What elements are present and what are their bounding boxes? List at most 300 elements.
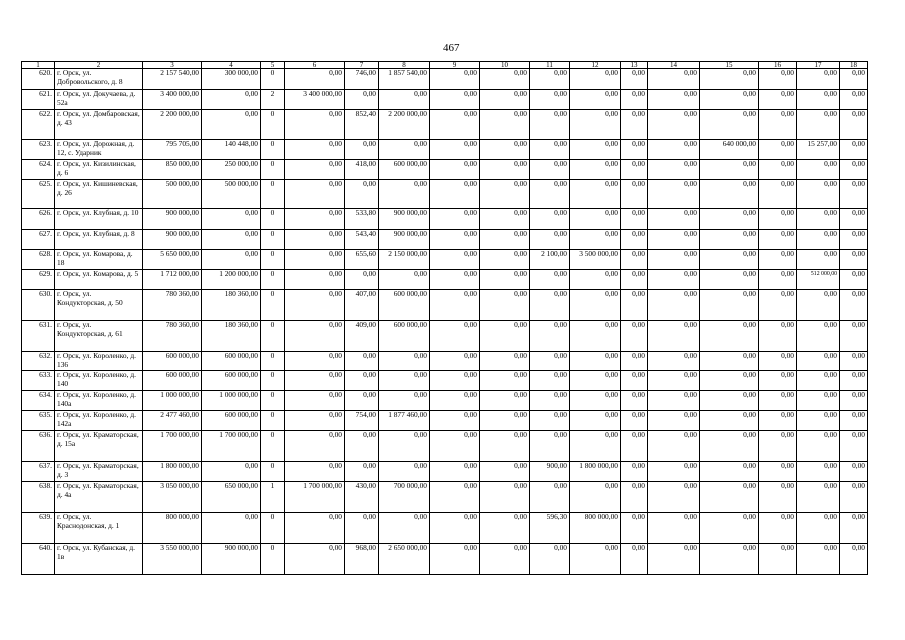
value-cell: 0,00 bbox=[840, 209, 868, 230]
value-cell: 1 700 000,00 bbox=[285, 482, 345, 513]
value-cell: 0,00 bbox=[797, 411, 840, 431]
value-cell: 0,00 bbox=[797, 250, 840, 270]
value-cell: 3 550 000,00 bbox=[143, 544, 202, 575]
value-cell: 1 bbox=[261, 482, 285, 513]
value-cell: 0,00 bbox=[797, 462, 840, 482]
value-cell: 0,00 bbox=[700, 431, 759, 462]
value-cell: 0,00 bbox=[797, 352, 840, 371]
value-cell: 0,00 bbox=[759, 431, 797, 462]
value-cell: 0,00 bbox=[700, 391, 759, 411]
value-cell: 0,00 bbox=[480, 462, 530, 482]
value-cell: 0,00 bbox=[480, 321, 530, 352]
value-cell: 0,00 bbox=[379, 513, 430, 544]
table-row bbox=[22, 90, 868, 110]
value-cell: 0,00 bbox=[797, 209, 840, 230]
value-cell: 533,80 bbox=[345, 209, 379, 230]
value-cell: 0,00 bbox=[840, 69, 868, 90]
column-number: 13 bbox=[621, 62, 648, 69]
column-number: 10 bbox=[480, 62, 530, 69]
value-cell: 0,00 bbox=[570, 209, 621, 230]
value-cell: 0,00 bbox=[648, 230, 700, 250]
value-cell: 2 200 000,00 bbox=[143, 110, 202, 140]
column-number: 11 bbox=[530, 62, 570, 69]
value-cell: 0,00 bbox=[430, 230, 480, 250]
value-cell: 0,00 bbox=[480, 209, 530, 230]
value-cell: 2 100,00 bbox=[530, 250, 570, 270]
value-cell: 0 bbox=[261, 160, 285, 180]
value-cell: 0,00 bbox=[570, 270, 621, 290]
value-cell: 0,00 bbox=[430, 513, 480, 544]
row-index: 635. bbox=[22, 411, 55, 431]
value-cell: 0,00 bbox=[530, 230, 570, 250]
row-index: 637. bbox=[22, 462, 55, 482]
address-cell: г. Орск, ул. Кубанская, д. 1в bbox=[55, 544, 143, 575]
value-cell: 0,00 bbox=[285, 140, 345, 160]
value-cell: 0,00 bbox=[480, 90, 530, 110]
value-cell: 0,00 bbox=[797, 431, 840, 462]
value-cell: 180 360,00 bbox=[202, 321, 261, 352]
value-cell: 0,00 bbox=[840, 371, 868, 391]
table-row bbox=[22, 352, 868, 371]
value-cell: 850 000,00 bbox=[143, 160, 202, 180]
value-cell: 0,00 bbox=[648, 371, 700, 391]
value-cell: 0,00 bbox=[530, 544, 570, 575]
value-cell: 0,00 bbox=[530, 209, 570, 230]
value-cell: 0,00 bbox=[759, 321, 797, 352]
value-cell: 0,00 bbox=[430, 544, 480, 575]
table-row bbox=[22, 290, 868, 321]
table-row bbox=[22, 209, 868, 230]
value-cell: 418,00 bbox=[345, 160, 379, 180]
value-cell: 0,00 bbox=[430, 270, 480, 290]
column-number: 1 bbox=[22, 62, 55, 69]
value-cell: 0,00 bbox=[621, 140, 648, 160]
column-number: 2 bbox=[55, 62, 143, 69]
value-cell: 0,00 bbox=[621, 69, 648, 90]
value-cell: 0,00 bbox=[700, 290, 759, 321]
value-cell: 0,00 bbox=[759, 352, 797, 371]
value-cell: 0,00 bbox=[430, 431, 480, 462]
row-index: 627. bbox=[22, 230, 55, 250]
table-row bbox=[22, 544, 868, 575]
value-cell: 0,00 bbox=[759, 462, 797, 482]
value-cell: 0,00 bbox=[648, 352, 700, 371]
value-cell: 0,00 bbox=[700, 371, 759, 391]
value-cell: 0,00 bbox=[430, 160, 480, 180]
value-cell: 0,00 bbox=[285, 230, 345, 250]
value-cell: 0,00 bbox=[648, 110, 700, 140]
value-cell: 0,00 bbox=[530, 352, 570, 371]
table-row bbox=[22, 482, 868, 513]
value-cell: 1 700 000,00 bbox=[143, 431, 202, 462]
value-cell: 0 bbox=[261, 371, 285, 391]
column-number: 5 bbox=[261, 62, 285, 69]
value-cell: 0,00 bbox=[285, 110, 345, 140]
value-cell: 0,00 bbox=[648, 411, 700, 431]
value-cell: 0,00 bbox=[480, 69, 530, 90]
value-cell: 0,00 bbox=[285, 321, 345, 352]
value-cell: 0,00 bbox=[202, 90, 261, 110]
value-cell: 0,00 bbox=[621, 431, 648, 462]
value-cell: 0,00 bbox=[621, 513, 648, 544]
value-cell: 0,00 bbox=[840, 431, 868, 462]
address-cell: г. Орск, ул. Краснодонская, д. 1 bbox=[55, 513, 143, 544]
value-cell: 0,00 bbox=[202, 209, 261, 230]
value-cell: 0,00 bbox=[345, 371, 379, 391]
value-cell: 0,00 bbox=[840, 411, 868, 431]
row-index: 623. bbox=[22, 140, 55, 160]
value-cell: 0,00 bbox=[202, 230, 261, 250]
address-cell: г. Орск, ул. Короленко, д. 142а bbox=[55, 411, 143, 431]
value-cell: 0,00 bbox=[840, 482, 868, 513]
value-cell: 0,00 bbox=[700, 352, 759, 371]
value-cell: 0,00 bbox=[570, 180, 621, 209]
value-cell: 0,00 bbox=[759, 250, 797, 270]
column-number: 9 bbox=[430, 62, 480, 69]
value-cell: 1 877 460,00 bbox=[379, 411, 430, 431]
value-cell: 0,00 bbox=[570, 230, 621, 250]
value-cell: 3 400 000,00 bbox=[285, 90, 345, 110]
value-cell: 0,00 bbox=[530, 431, 570, 462]
column-number: 18 bbox=[840, 62, 868, 69]
row-index: 621. bbox=[22, 90, 55, 110]
column-number: 17 bbox=[797, 62, 840, 69]
address-cell: г. Орск, ул. Короленко, д. 140 bbox=[55, 371, 143, 391]
value-cell: 600 000,00 bbox=[379, 290, 430, 321]
value-cell: 0,00 bbox=[797, 290, 840, 321]
value-cell: 0,00 bbox=[570, 352, 621, 371]
value-cell: 250 000,00 bbox=[202, 160, 261, 180]
value-cell: 0,00 bbox=[759, 391, 797, 411]
value-cell: 0,00 bbox=[570, 110, 621, 140]
value-cell: 0,00 bbox=[840, 270, 868, 290]
value-cell: 512 000,00 bbox=[797, 270, 840, 290]
value-cell: 650 000,00 bbox=[202, 482, 261, 513]
value-cell: 0,00 bbox=[700, 110, 759, 140]
value-cell: 0,00 bbox=[530, 270, 570, 290]
address-cell: г. Орск, ул. Кондукторская, д. 61 bbox=[55, 321, 143, 352]
value-cell: 0,00 bbox=[480, 160, 530, 180]
row-index: 636. bbox=[22, 431, 55, 462]
value-cell: 900 000,00 bbox=[143, 209, 202, 230]
value-cell: 0,00 bbox=[379, 140, 430, 160]
value-cell: 0,00 bbox=[570, 391, 621, 411]
value-cell: 0 bbox=[261, 544, 285, 575]
value-cell: 0,00 bbox=[700, 482, 759, 513]
value-cell: 0 bbox=[261, 69, 285, 90]
value-cell: 0,00 bbox=[621, 209, 648, 230]
value-cell: 407,00 bbox=[345, 290, 379, 321]
value-cell: 0,00 bbox=[480, 371, 530, 391]
value-cell: 655,60 bbox=[345, 250, 379, 270]
value-cell: 0,00 bbox=[430, 321, 480, 352]
value-cell: 900 000,00 bbox=[379, 209, 430, 230]
table-row bbox=[22, 371, 868, 391]
value-cell: 500 000,00 bbox=[202, 180, 261, 209]
address-cell: г. Орск, ул. Краматорская, д. 15а bbox=[55, 431, 143, 462]
value-cell: 0,00 bbox=[648, 462, 700, 482]
row-index: 640. bbox=[22, 544, 55, 575]
value-cell: 0,00 bbox=[648, 290, 700, 321]
value-cell: 0,00 bbox=[648, 544, 700, 575]
table-row bbox=[22, 391, 868, 411]
value-cell: 0,00 bbox=[570, 411, 621, 431]
value-cell: 0,00 bbox=[379, 431, 430, 462]
value-cell: 0,00 bbox=[621, 290, 648, 321]
value-cell: 0,00 bbox=[621, 230, 648, 250]
value-cell: 0,00 bbox=[480, 290, 530, 321]
value-cell: 800 000,00 bbox=[143, 513, 202, 544]
value-cell: 1 700 000,00 bbox=[202, 431, 261, 462]
value-cell: 0,00 bbox=[530, 411, 570, 431]
value-cell: 0,00 bbox=[648, 180, 700, 209]
value-cell: 300 000,00 bbox=[202, 69, 261, 90]
value-cell: 0,00 bbox=[430, 90, 480, 110]
value-cell: 2 477 460,00 bbox=[143, 411, 202, 431]
value-cell: 0,00 bbox=[700, 160, 759, 180]
value-cell: 2 200 000,00 bbox=[379, 110, 430, 140]
value-cell: 0,00 bbox=[759, 513, 797, 544]
value-cell: 0,00 bbox=[285, 180, 345, 209]
value-cell: 0,00 bbox=[480, 180, 530, 209]
value-cell: 795 705,00 bbox=[143, 140, 202, 160]
value-cell: 746,00 bbox=[345, 69, 379, 90]
value-cell: 0,00 bbox=[759, 544, 797, 575]
value-cell: 0,00 bbox=[700, 544, 759, 575]
value-cell: 0,00 bbox=[797, 371, 840, 391]
value-cell: 0,00 bbox=[285, 69, 345, 90]
value-cell: 0,00 bbox=[480, 230, 530, 250]
column-number: 12 bbox=[570, 62, 621, 69]
value-cell: 0,00 bbox=[797, 230, 840, 250]
value-cell: 0,00 bbox=[797, 90, 840, 110]
value-cell: 0,00 bbox=[285, 209, 345, 230]
value-cell: 0,00 bbox=[202, 250, 261, 270]
value-cell: 0,00 bbox=[480, 482, 530, 513]
value-cell: 600 000,00 bbox=[379, 321, 430, 352]
value-cell: 0,00 bbox=[759, 90, 797, 110]
value-cell: 0,00 bbox=[759, 230, 797, 250]
value-cell: 0,00 bbox=[285, 290, 345, 321]
table-row bbox=[22, 321, 868, 352]
value-cell: 0,00 bbox=[480, 431, 530, 462]
value-cell: 0,00 bbox=[530, 160, 570, 180]
value-cell: 2 650 000,00 bbox=[379, 544, 430, 575]
value-cell: 0,00 bbox=[285, 462, 345, 482]
value-cell: 0,00 bbox=[700, 90, 759, 110]
value-cell: 0,00 bbox=[797, 69, 840, 90]
value-cell: 1 200 000,00 bbox=[202, 270, 261, 290]
table-row bbox=[22, 250, 868, 270]
value-cell: 0,00 bbox=[430, 250, 480, 270]
row-index: 620. bbox=[22, 69, 55, 90]
address-cell: г. Орск, ул. Комарова, д. 18 bbox=[55, 250, 143, 270]
value-cell: 0 bbox=[261, 209, 285, 230]
value-cell: 780 360,00 bbox=[143, 290, 202, 321]
value-cell: 0,00 bbox=[430, 371, 480, 391]
value-cell: 0,00 bbox=[345, 140, 379, 160]
value-cell: 140 448,00 bbox=[202, 140, 261, 160]
value-cell: 0,00 bbox=[530, 180, 570, 209]
column-number: 3 bbox=[143, 62, 202, 69]
value-cell: 0,00 bbox=[480, 110, 530, 140]
value-cell: 0,00 bbox=[759, 411, 797, 431]
row-index: 633. bbox=[22, 371, 55, 391]
value-cell: 0,00 bbox=[797, 180, 840, 209]
value-cell: 0,00 bbox=[530, 110, 570, 140]
value-cell: 0,00 bbox=[430, 69, 480, 90]
value-cell: 0,00 bbox=[345, 391, 379, 411]
value-cell: 0,00 bbox=[480, 513, 530, 544]
value-cell: 780 360,00 bbox=[143, 321, 202, 352]
table-row bbox=[22, 462, 868, 482]
value-cell: 754,00 bbox=[345, 411, 379, 431]
value-cell: 0 bbox=[261, 391, 285, 411]
value-cell: 0,00 bbox=[345, 431, 379, 462]
value-cell: 180 360,00 bbox=[202, 290, 261, 321]
table-row bbox=[22, 270, 868, 290]
value-cell: 0 bbox=[261, 411, 285, 431]
value-cell: 0,00 bbox=[285, 391, 345, 411]
value-cell: 0,00 bbox=[621, 321, 648, 352]
row-index: 634. bbox=[22, 391, 55, 411]
value-cell: 0,00 bbox=[570, 290, 621, 321]
value-cell: 0,00 bbox=[570, 140, 621, 160]
value-cell: 0,00 bbox=[430, 110, 480, 140]
value-cell: 0,00 bbox=[759, 482, 797, 513]
value-cell: 0,00 bbox=[285, 270, 345, 290]
address-cell: г. Орск, ул. Клубная, д. 8 bbox=[55, 230, 143, 250]
table-row bbox=[22, 110, 868, 140]
table-row bbox=[22, 513, 868, 544]
value-cell: 0,00 bbox=[700, 209, 759, 230]
value-cell: 0,00 bbox=[840, 321, 868, 352]
value-cell: 0,00 bbox=[285, 371, 345, 391]
value-cell: 0,00 bbox=[430, 290, 480, 321]
value-cell: 600 000,00 bbox=[202, 352, 261, 371]
address-cell: г. Орск, ул. Домбаровская, д. 43 bbox=[55, 110, 143, 140]
value-cell: 0,00 bbox=[797, 544, 840, 575]
value-cell: 0,00 bbox=[759, 110, 797, 140]
value-cell: 0,00 bbox=[700, 513, 759, 544]
value-cell: 0 bbox=[261, 180, 285, 209]
value-cell: 0 bbox=[261, 513, 285, 544]
value-cell: 0,00 bbox=[648, 391, 700, 411]
value-cell: 0,00 bbox=[345, 270, 379, 290]
value-cell: 0,00 bbox=[840, 250, 868, 270]
row-index: 631. bbox=[22, 321, 55, 352]
value-cell: 0,00 bbox=[430, 209, 480, 230]
value-cell: 2 bbox=[261, 90, 285, 110]
value-cell: 0,00 bbox=[840, 290, 868, 321]
value-cell: 0,00 bbox=[430, 411, 480, 431]
value-cell: 0,00 bbox=[285, 352, 345, 371]
address-cell: г. Орск, ул. Кондукторская, д. 50 bbox=[55, 290, 143, 321]
value-cell: 0,00 bbox=[570, 90, 621, 110]
value-cell: 0,00 bbox=[345, 180, 379, 209]
row-index: 638. bbox=[22, 482, 55, 513]
value-cell: 0,00 bbox=[379, 180, 430, 209]
value-cell: 0,00 bbox=[840, 513, 868, 544]
value-cell: 3 500 000,00 bbox=[570, 250, 621, 270]
value-cell: 600 000,00 bbox=[143, 352, 202, 371]
value-cell: 1 712 000,00 bbox=[143, 270, 202, 290]
value-cell: 5 650 000,00 bbox=[143, 250, 202, 270]
value-cell: 0,00 bbox=[840, 230, 868, 250]
value-cell: 0,00 bbox=[345, 462, 379, 482]
value-cell: 600 000,00 bbox=[143, 371, 202, 391]
value-cell: 500 000,00 bbox=[143, 180, 202, 209]
value-cell: 0,00 bbox=[430, 391, 480, 411]
table-row bbox=[22, 431, 868, 462]
value-cell: 0,00 bbox=[621, 270, 648, 290]
value-cell: 0,00 bbox=[345, 513, 379, 544]
value-cell: 0 bbox=[261, 250, 285, 270]
value-cell: 0,00 bbox=[700, 321, 759, 352]
value-cell: 0,00 bbox=[621, 391, 648, 411]
value-cell: 0,00 bbox=[202, 513, 261, 544]
value-cell: 0,00 bbox=[840, 462, 868, 482]
header-row bbox=[22, 62, 868, 69]
value-cell: 0,00 bbox=[285, 411, 345, 431]
value-cell: 0,00 bbox=[700, 250, 759, 270]
value-cell: 0,00 bbox=[285, 544, 345, 575]
value-cell: 0,00 bbox=[840, 352, 868, 371]
row-index: 625. bbox=[22, 180, 55, 209]
value-cell: 0,00 bbox=[379, 90, 430, 110]
value-cell: 0,00 bbox=[480, 140, 530, 160]
value-cell: 430,00 bbox=[345, 482, 379, 513]
value-cell: 0,00 bbox=[648, 69, 700, 90]
value-cell: 1 800 000,00 bbox=[570, 462, 621, 482]
value-cell: 900,00 bbox=[530, 462, 570, 482]
value-cell: 0,00 bbox=[759, 160, 797, 180]
value-cell: 0,00 bbox=[840, 391, 868, 411]
value-cell: 0,00 bbox=[379, 391, 430, 411]
value-cell: 640 000,00 bbox=[700, 140, 759, 160]
value-cell: 0,00 bbox=[530, 140, 570, 160]
value-cell: 0,00 bbox=[570, 482, 621, 513]
value-cell: 800 000,00 bbox=[570, 513, 621, 544]
value-cell: 0,00 bbox=[700, 462, 759, 482]
value-cell: 0,00 bbox=[345, 90, 379, 110]
table-row bbox=[22, 140, 868, 160]
column-number: 4 bbox=[202, 62, 261, 69]
value-cell: 0,00 bbox=[621, 352, 648, 371]
address-cell: г. Орск, ул. Короленко, д. 140а bbox=[55, 391, 143, 411]
value-cell: 543,40 bbox=[345, 230, 379, 250]
value-cell: 0,00 bbox=[648, 321, 700, 352]
value-cell: 0,00 bbox=[797, 482, 840, 513]
value-cell: 0,00 bbox=[759, 270, 797, 290]
value-cell: 0,00 bbox=[285, 160, 345, 180]
value-cell: 600 000,00 bbox=[202, 371, 261, 391]
row-index: 639. bbox=[22, 513, 55, 544]
value-cell: 0,00 bbox=[530, 290, 570, 321]
table-row bbox=[22, 180, 868, 209]
value-cell: 0,00 bbox=[621, 411, 648, 431]
value-cell: 0,00 bbox=[570, 431, 621, 462]
row-index: 630. bbox=[22, 290, 55, 321]
value-cell: 0,00 bbox=[430, 482, 480, 513]
value-cell: 409,00 bbox=[345, 321, 379, 352]
value-cell: 0,00 bbox=[840, 90, 868, 110]
value-cell: 0,00 bbox=[621, 482, 648, 513]
value-cell: 1 000 000,00 bbox=[143, 391, 202, 411]
value-cell: 852,40 bbox=[345, 110, 379, 140]
value-cell: 0 bbox=[261, 352, 285, 371]
value-cell: 0,00 bbox=[530, 482, 570, 513]
